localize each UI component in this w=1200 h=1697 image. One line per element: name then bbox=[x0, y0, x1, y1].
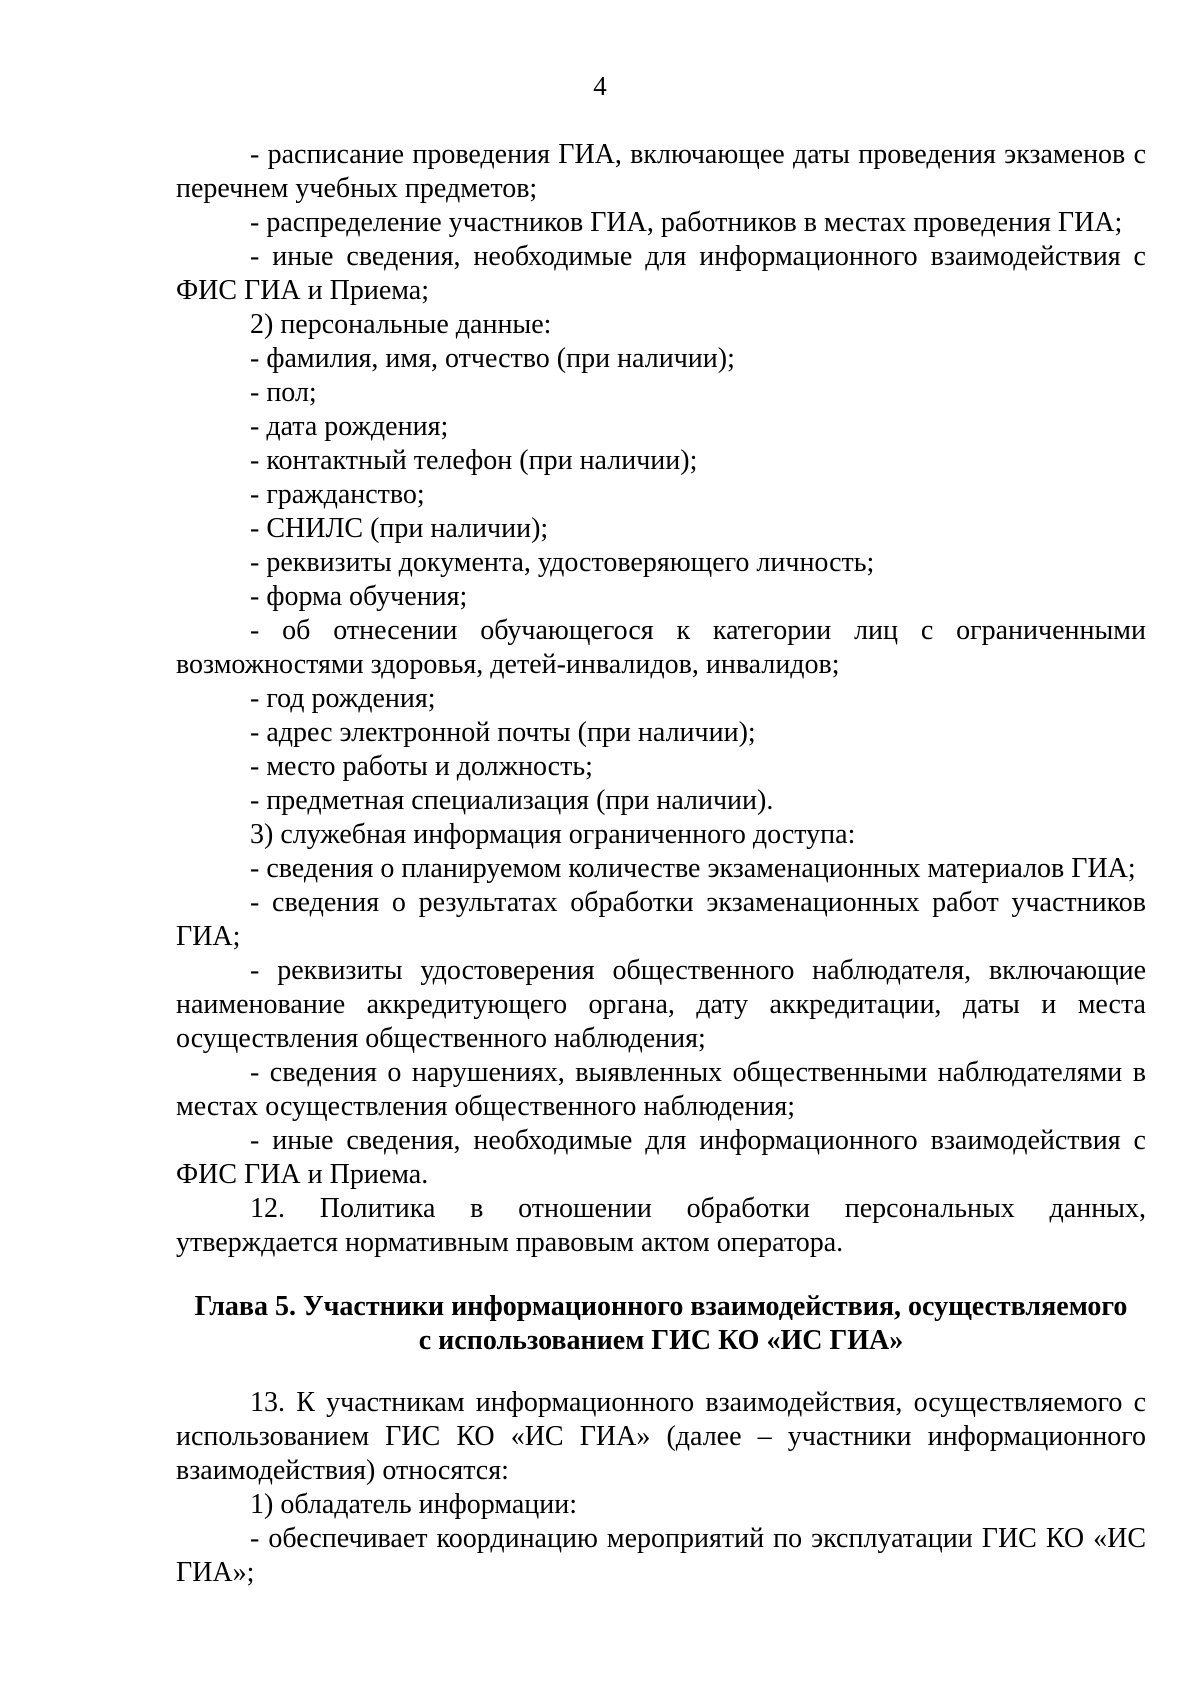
paragraph: - обеспечивает координацию мероприятий по эксплуатации ГИС КО «ИС ГИА»; bbox=[176, 1523, 1146, 1588]
paragraph: 13. К участникам информационного взаимодействия, осуществляемого с использованием ГИС КО «ИС ГИА» (далее – участники информационного взаимодействия) относятся: bbox=[176, 1387, 1146, 1486]
paragraph: - предметная специализация (при наличии). bbox=[250, 785, 774, 816]
paragraph: - СНИЛС (при наличии); bbox=[250, 513, 549, 544]
paragraph: - год рождения; bbox=[250, 683, 436, 714]
paragraph: - сведения о нарушениях, выявленных общественными наблюдателями в местах осуществления общественного наблюдения; bbox=[176, 1057, 1146, 1122]
paragraph: 12. Политика в отношении обработки персональных данных, утверждается нормативным правовым актом оператора. bbox=[176, 1193, 1146, 1258]
chapter-heading bbox=[176, 1290, 1146, 1358]
chapter-heading-line: с использованием ГИС КО «ИС ГИА» bbox=[418, 1325, 904, 1356]
paragraph: - форма обучения; bbox=[250, 581, 468, 612]
paragraph: - распределение участников ГИА, работников в местах проведения ГИА; bbox=[250, 207, 1123, 238]
paragraph: - контактный телефон (при наличии); bbox=[250, 445, 698, 476]
document-body bbox=[176, 138, 1146, 1590]
paragraph: - сведения о планируемом количестве экзаменационных материалов ГИА; bbox=[250, 853, 1136, 884]
paragraph: - расписание проведения ГИА, включающее даты проведения экзаменов с перечнем учебных предметов; bbox=[176, 139, 1146, 204]
paragraph: - адрес электронной почты (при наличии); bbox=[250, 717, 756, 748]
paragraph: - гражданство; bbox=[250, 479, 425, 510]
paragraph: 2) персональные данные: bbox=[250, 309, 552, 340]
chapter-heading-line: Глава 5. Участники информационного взаимодействия, осуществляемого bbox=[194, 1291, 1128, 1322]
paragraph: - пол; bbox=[250, 377, 317, 408]
paragraph: 3) служебная информация ограниченного доступа: bbox=[250, 819, 856, 850]
paragraph: - дата рождения; bbox=[250, 411, 449, 442]
section-a bbox=[176, 138, 1146, 1260]
paragraph: 1) обладатель информации: bbox=[250, 1489, 578, 1520]
paragraph: - реквизиты документа, удостоверяющего личность; bbox=[250, 547, 875, 578]
paragraph: - фамилия, имя, отчество (при наличии); bbox=[250, 343, 735, 374]
paragraph: - иные сведения, необходимые для информационного взаимодействия с ФИС ГИА и Приема; bbox=[176, 241, 1146, 306]
paragraph: - об отнесении обучающегося к категории лиц с ограниченными возможностями здоровья, детей-инвалидов, инвалидов; bbox=[176, 615, 1146, 680]
paragraph: - иные сведения, необходимые для информационного взаимодействия с ФИС ГИА и Приема. bbox=[176, 1125, 1146, 1190]
paragraph: - сведения о результатах обработки экзаменационных работ участников ГИА; bbox=[176, 887, 1146, 952]
section-b bbox=[176, 1386, 1146, 1590]
page-number: 4 bbox=[593, 71, 607, 101]
paragraph: - реквизиты удостоверения общественного наблюдателя, включающие наименование аккредитующего органа, дату аккредитации, даты и места осуществления общественного наблюдения; bbox=[176, 955, 1146, 1054]
paragraph: - место работы и должность; bbox=[250, 751, 593, 782]
